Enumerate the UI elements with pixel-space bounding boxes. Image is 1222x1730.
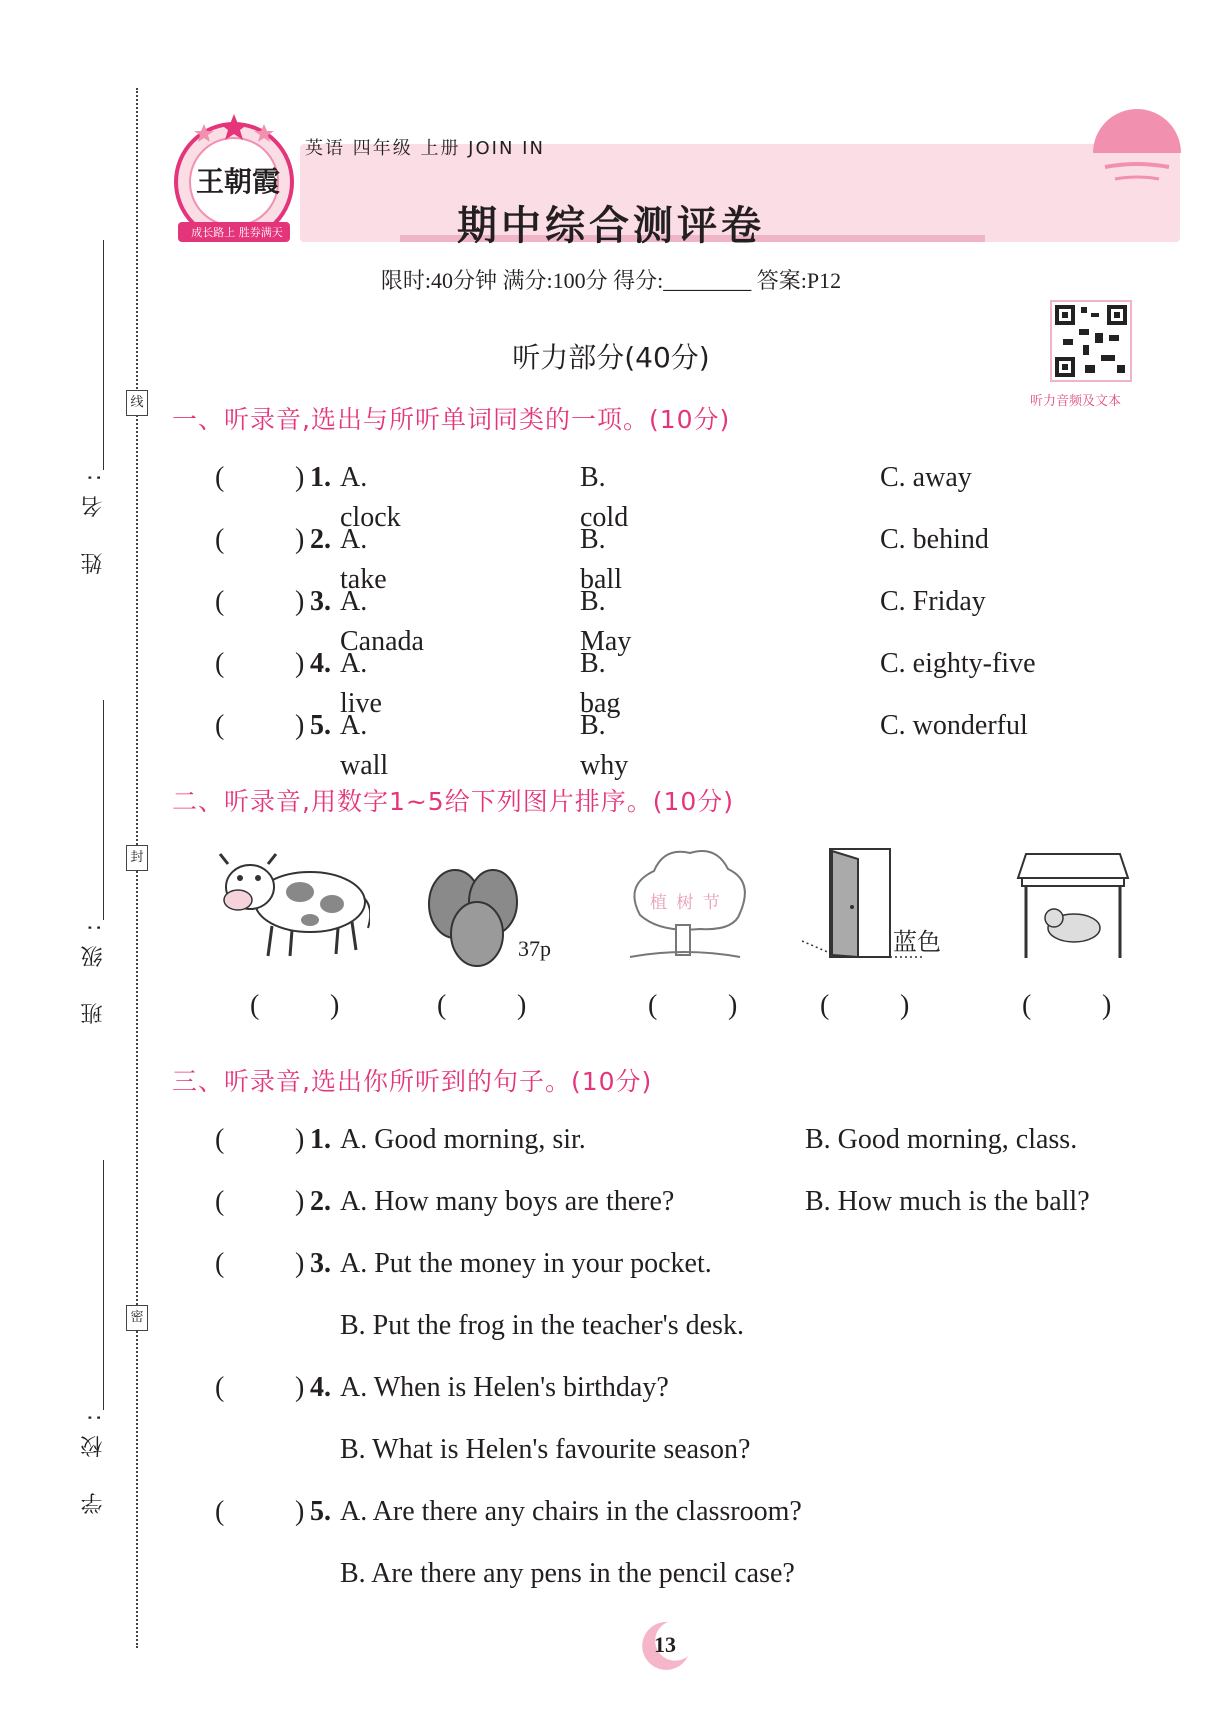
answer-paren-open[interactable]: ( [215,586,225,617]
answer-paren-open[interactable]: ( [1022,990,1032,1021]
seal-char-line: 线 [126,390,148,416]
answer-paren-close: ) [295,648,305,679]
answer-paren-open[interactable]: ( [820,990,830,1021]
answer-paren-close: ) [517,990,527,1021]
item-number: 4. [310,648,331,679]
answer-paren-open[interactable]: ( [215,1372,225,1403]
answer-paren-close: ) [295,1496,305,1527]
class-field[interactable] [103,700,104,920]
desk-cat-picture [1012,850,1132,965]
answer-paren-close: ) [295,524,305,555]
sunset-icon [1085,105,1190,195]
qr-caption: 听力音频及文本 [1030,394,1122,409]
item-number: 2. [310,524,331,555]
answer-paren-close: ) [295,586,305,617]
brand-name: 王朝霞 [196,165,281,198]
answer-paren-close: ) [295,1248,305,1279]
option-a: A. Good morning, sir. [340,1124,586,1155]
answer-paren-close: ) [295,1186,305,1217]
option-a: A. take [340,524,387,595]
answer-paren-close: ) [330,990,340,1021]
answer-paren-open[interactable]: ( [215,710,225,741]
answer-paren-open[interactable]: ( [215,1496,225,1527]
answer-paren-close: ) [1102,990,1112,1021]
option-b: B. Good morning, class. [805,1124,1078,1155]
option-a: A. When is Helen's birthday? [340,1372,669,1403]
option-a: A. clock [340,462,401,533]
answer-paren-open[interactable]: ( [215,648,225,679]
tree-caption: 植 树 节 [650,893,722,913]
option-a: A. How many boys are there? [340,1186,675,1217]
page-number: 13 [654,1632,676,1657]
item-number: 3. [310,586,331,617]
item-number: 1. [310,462,331,493]
option-a: A. live [340,648,382,719]
answer-paren-open[interactable]: ( [250,990,260,1021]
option-c: C. behind [880,524,989,555]
brand-slogan: 成长路上 胜券满天 [191,226,283,239]
item-number: 2. [310,1186,331,1217]
school-field[interactable] [103,1160,104,1410]
option-b: B. May [580,586,632,657]
option-c: C. wonderful [880,710,1028,741]
option-a: A. Are there any chairs in the classroom? [340,1496,802,1527]
option-a: A. Put the money in your pocket. [340,1248,712,1279]
option-b: B. cold [580,462,629,533]
seal-char-secret: 密 [126,1305,148,1331]
option-b: B. bag [580,648,621,719]
class-label: 班 级: [81,910,106,1025]
answer-paren-open[interactable]: ( [648,990,658,1021]
option-c: C. eighty-five [880,648,1036,679]
option-b: B. Are there any pens in the pencil case? [340,1558,795,1589]
item-number: 3. [310,1248,331,1279]
section1-title: 一、听录音,选出与所听单词同类的一项。(10分) [172,405,731,434]
seal-char-seal: 封 [126,845,148,871]
answer-paren-open[interactable]: ( [215,1124,225,1155]
exam-meta: 限时:40分钟 满分:100分 得分:________ 答案:P12 [380,268,842,293]
option-c: C. away [880,462,972,493]
answer-paren-open[interactable]: ( [215,1186,225,1217]
page-title: 期中综合测评卷 [457,203,765,249]
answer-paren-close: ) [295,710,305,741]
option-b: B. How much is the ball? [805,1186,1090,1217]
part-title: 听力部分(40分) [512,341,710,374]
answer-paren-open[interactable]: ( [215,462,225,493]
book-subtitle: 英语 四年级 上册 JOIN IN [305,138,545,159]
option-a: A. wall [340,710,389,781]
door-caption: 蓝色 [893,928,941,956]
option-b: B. What is Helen's favourite season? [340,1434,751,1465]
item-number: 1. [310,1124,331,1155]
item-number: 5. [310,1496,331,1527]
school-label: 学 校: [81,1400,106,1515]
eggs-picture [425,862,525,972]
name-label: 姓 名: [81,460,106,575]
answer-paren-close: ) [900,990,910,1021]
eggs-price: 37p [518,936,551,961]
answer-paren-open[interactable]: ( [215,524,225,555]
option-b: B. why [580,710,629,781]
answer-paren-close: ) [295,462,305,493]
answer-paren-open[interactable]: ( [437,990,447,1021]
answer-paren-close: ) [728,990,738,1021]
item-number: 4. [310,1372,331,1403]
option-b: B. Put the frog in the teacher's desk. [340,1310,744,1341]
answer-paren-close: ) [295,1124,305,1155]
option-b: B. ball [580,524,622,595]
section2-title: 二、听录音,用数字1~5给下列图片排序。(10分) [172,787,735,816]
answer-paren-close: ) [295,1372,305,1403]
item-number: 5. [310,710,331,741]
option-c: C. Friday [880,586,986,617]
section3-title: 三、听录音,选出你所听到的句子。(10分) [172,1067,653,1096]
answer-paren-open[interactable]: ( [215,1248,225,1279]
option-a: A. Canada [340,586,424,657]
cow-picture [210,842,370,962]
